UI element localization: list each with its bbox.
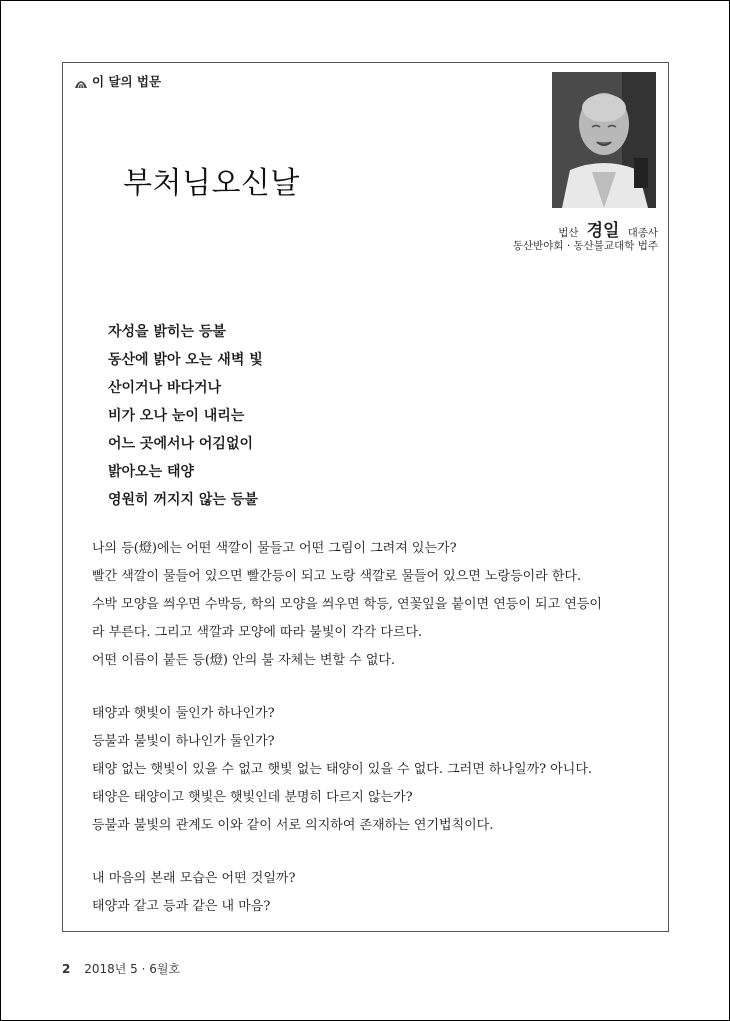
poem-line: 비가 오나 눈이 내리는 (108, 408, 245, 424)
page-number: 2 (62, 962, 71, 976)
body-line: 등불과 불빛이 하나인가 둘인가? (92, 734, 275, 749)
author-photo (552, 72, 656, 208)
paragraph-1 (92, 535, 662, 675)
author-suffix: 대종사 (627, 227, 658, 239)
body-line: 어떤 이름이 붙든 등(燈) 안의 불 자체는 변할 수 없다. (92, 653, 396, 668)
author-prefix: 법산 (558, 227, 579, 239)
poem-line: 영원히 꺼지지 않는 등불 (108, 492, 258, 508)
body-line: 태양 없는 햇빛이 있을 수 없고 햇빛 없는 태양이 있을 수 없다. 그러면 하나일까? 아니다. (92, 762, 593, 777)
lotus-icon (74, 77, 88, 86)
poem (108, 318, 263, 514)
paragraph-2 (92, 700, 662, 840)
issue-label: 2018년 5 · 6월호 (84, 962, 181, 976)
paragraph-3 (92, 865, 662, 921)
author-affiliation: 동산반야회 · 동산불교대학 법주 (512, 240, 658, 252)
body-line: 라 부른다. 그리고 색깔과 모양에 따라 불빛이 각각 다르다. (92, 625, 423, 640)
body-line: 등불과 불빛의 관계도 이와 같이 서로 의지하여 존재하는 연기법칙이다. (92, 818, 494, 833)
poem-line: 동산에 밝아 오는 새벽 빛 (108, 352, 263, 368)
author-name: 경일 (586, 221, 620, 241)
body-line: 태양은 태양이고 햇빛은 햇빛인데 분명히 다르지 않는가? (92, 790, 413, 805)
body-line: 빨간 색깔이 물들어 있으면 빨간등이 되고 노랑 색깔로 물들어 있으면 노랑등이라 한다. (92, 569, 582, 584)
body-line: 태양과 햇빛이 둘인가 하나인가? (92, 706, 275, 721)
section-label-text: 이 달의 법문 (92, 74, 162, 89)
body-line: 내 마음의 본래 모습은 어떤 것일까? (92, 871, 296, 886)
body-line: 나의 등(燈)에는 어떤 색깔이 물들고 어떤 그림이 그려져 있는가? (92, 541, 457, 556)
poem-line: 산이거나 바다거나 (108, 380, 222, 396)
poem-line: 밝아오는 태양 (108, 464, 195, 480)
page-title: 부처님오신날 (123, 166, 300, 201)
footer (62, 960, 180, 977)
poem-line: 자성을 밝히는 등불 (108, 324, 226, 340)
body-line: 태양과 같고 등과 같은 내 마음? (92, 899, 271, 914)
section-label (74, 72, 161, 90)
body-line: 수박 모양을 씌우면 수박등, 학의 모양을 씌우면 학등, 연꽃잎을 붙이면 연등이 되고 연등이 (92, 597, 602, 612)
poem-line: 어느 곳에서나 어김없이 (108, 436, 253, 452)
